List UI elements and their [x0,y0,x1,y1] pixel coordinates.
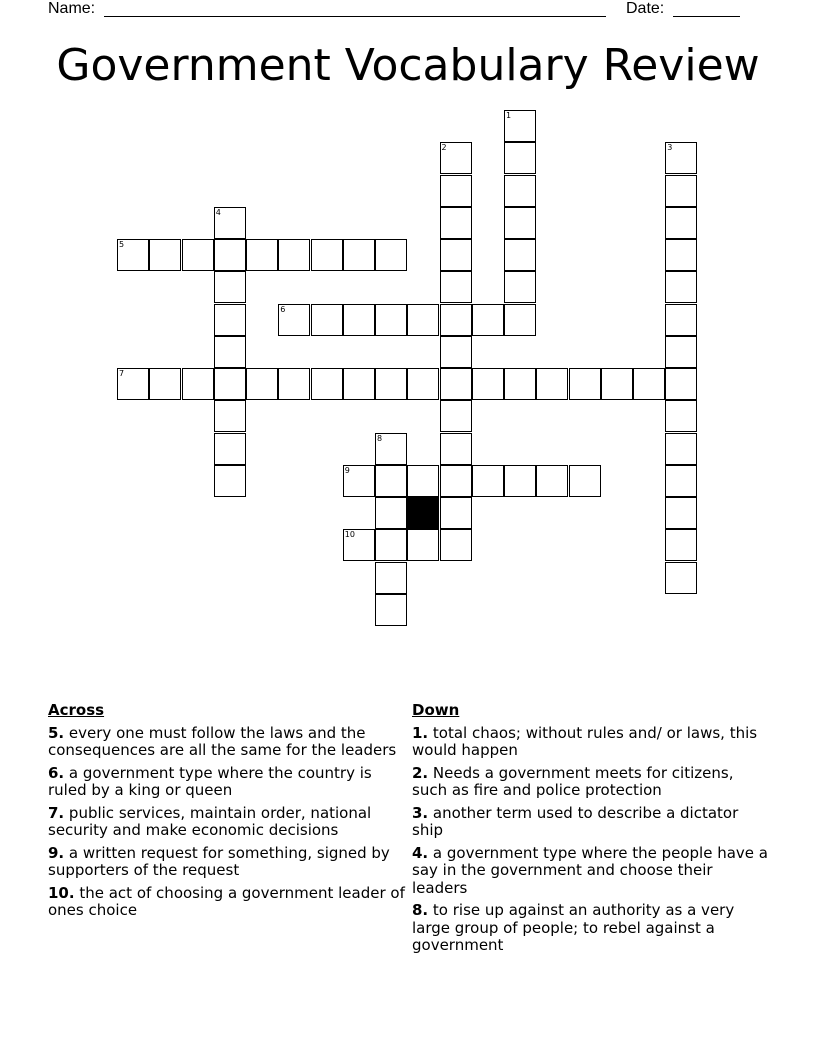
clue-down-1 [412,725,772,760]
grid-cell[interactable] [214,368,246,400]
cell-letter-input[interactable] [247,369,277,399]
cell-number: 2 [441,143,447,153]
clue-number: 10. [48,883,75,902]
grid-cell[interactable] [504,465,536,497]
grid-cell[interactable] [149,368,181,400]
cell-letter-input[interactable] [183,369,213,399]
cell-letter-input[interactable] [666,563,696,593]
cell-letter-input[interactable] [247,240,277,270]
grid-cell[interactable] [472,368,504,400]
cell-letter-input[interactable] [473,369,503,399]
grid-cell[interactable] [343,529,375,561]
clue-text: a written request for something, signed by supporters of the request [48,843,390,879]
cell-letter-input[interactable] [505,272,535,302]
grid-cell[interactable] [214,433,246,465]
clue-number: 5. [48,723,65,742]
clue-across-6 [48,765,408,800]
cell-letter-input[interactable] [215,369,245,399]
cell-letter-input[interactable] [441,401,471,431]
cell-letter-input[interactable] [150,240,180,270]
name-label: Name: [48,0,96,17]
clue-number: 7. [48,803,65,822]
clue-text: Needs a government meets for citizens, such as fire and police protection [412,763,734,799]
clue-down-4 [412,845,772,898]
grid-cell[interactable] [375,239,407,271]
grid-cell[interactable] [665,304,697,336]
cell-letter-input[interactable] [666,369,696,399]
grid-cell[interactable] [665,497,697,529]
grid-cell[interactable] [149,239,181,271]
grid-cell[interactable] [440,336,472,368]
grid-cell[interactable] [504,175,536,207]
cell-letter-input[interactable] [279,369,309,399]
clue-text: a government type where the people have a say in the government and choose their leaders [412,843,768,897]
grid-cell[interactable] [375,304,407,336]
grid-cell[interactable] [214,400,246,432]
clue-number: 1. [412,723,429,742]
cell-letter-input[interactable] [376,466,406,496]
grid-cell[interactable] [375,529,407,561]
cell-number: 1 [506,111,512,120]
cell-letter-input[interactable] [602,369,632,399]
grid-cell[interactable] [407,529,439,561]
grid-cell[interactable] [407,304,439,336]
cell-letter-input[interactable] [376,530,406,560]
cell-letter-input[interactable] [408,466,438,496]
across-clues [48,702,408,925]
cell-number: 7 [119,369,125,378]
clue-number: 6. [48,763,65,782]
page-title: Government Vocabulary Review [56,40,760,91]
grid-cell[interactable] [117,368,149,400]
cell-letter-input[interactable] [376,595,406,625]
grid-cell[interactable] [665,400,697,432]
cell-letter-input[interactable] [312,305,342,335]
cell-letter-input[interactable] [215,305,245,335]
grid-cell[interactable] [278,368,310,400]
grid-cell[interactable] [214,239,246,271]
grid-cell[interactable] [665,207,697,239]
clue-text: to rise up against an authority as a very large group of people; to rebel against a government [412,901,735,954]
grid-cell[interactable] [311,304,343,336]
grid-cell[interactable] [665,142,697,174]
grid-cell[interactable] [182,368,214,400]
grid-cell[interactable] [214,207,246,239]
grid-cell[interactable] [375,497,407,529]
cell-letter-input[interactable] [376,240,406,270]
clue-down-8 [412,902,772,955]
grid-cell[interactable] [278,239,310,271]
cell-letter-input[interactable] [441,176,471,206]
grid-cell[interactable] [246,368,278,400]
grid-cell[interactable] [504,142,536,174]
grid-cell[interactable] [182,239,214,271]
grid-cell[interactable] [440,368,472,400]
down-heading: Down [412,701,460,719]
cell-letter-input[interactable] [215,337,245,367]
grid-cell[interactable] [569,465,601,497]
cell-letter-input[interactable] [150,369,180,399]
grid-cell[interactable] [665,271,697,303]
grid-cell[interactable] [407,368,439,400]
grid-cell[interactable] [504,368,536,400]
cell-letter-input[interactable] [183,240,213,270]
cell-letter-input[interactable] [408,369,438,399]
cell-letter-input[interactable] [505,208,535,238]
cell-letter-input[interactable] [441,240,471,270]
cell-letter-input[interactable] [215,466,245,496]
clue-down-3 [412,805,772,840]
cell-letter-input[interactable] [441,208,471,238]
cell-letter-input[interactable] [505,305,535,335]
cell-letter-input[interactable] [505,466,535,496]
cell-letter-input[interactable] [312,369,342,399]
grid-cell[interactable] [665,433,697,465]
grid-cell[interactable] [440,465,472,497]
cell-letter-input[interactable] [505,143,535,173]
clue-across-5 [48,725,408,760]
cell-letter-input[interactable] [505,240,535,270]
grid-cell[interactable] [246,239,278,271]
grid-cell[interactable] [407,465,439,497]
cell-letter-input[interactable] [215,434,245,464]
clue-across-7 [48,805,408,840]
cell-letter-input[interactable] [634,369,664,399]
cell-number: 5 [119,240,125,249]
cell-letter-input[interactable] [408,305,438,335]
grid-cell[interactable] [440,207,472,239]
cell-letter-input[interactable] [215,272,245,302]
down-clues [412,702,772,960]
cell-letter-input[interactable] [473,466,503,496]
cell-number: 9 [344,465,350,475]
clue-text: total chaos; without rules and/ or laws, this would happen [412,723,758,759]
clue-number: 3. [412,803,429,822]
grid-cell[interactable] [278,304,310,336]
cell-letter-input[interactable] [408,530,438,560]
cell-letter-input[interactable] [376,305,406,335]
grid-cell[interactable] [440,304,472,336]
cell-letter-input[interactable] [215,240,245,270]
cell-number: 8 [377,433,383,443]
grid-cell[interactable] [536,465,568,497]
grid-cell[interactable] [440,142,472,174]
clue-across-10 [48,885,408,920]
cell-letter-input[interactable] [666,434,696,464]
grid-cell[interactable] [665,239,697,271]
clue-text: the act of choosing a government leader of ones choice [48,883,405,919]
cell-letter-input[interactable] [441,434,471,464]
grid-cell[interactable] [440,175,472,207]
cell-letter-input[interactable] [666,466,696,496]
grid-cell[interactable] [504,271,536,303]
grid-cell[interactable] [472,304,504,336]
cell-letter-input[interactable] [441,530,471,560]
grid-cell[interactable] [504,110,536,142]
grid-cell[interactable] [375,368,407,400]
clue-text: a government type where the country is ruled by a king or queen [48,763,372,799]
grid-cell[interactable] [375,562,407,594]
grid-cell[interactable] [117,239,149,271]
grid-cell[interactable] [504,207,536,239]
cell-letter-input[interactable] [279,240,309,270]
cell-letter-input[interactable] [666,208,696,238]
cell-letter-input[interactable] [505,176,535,206]
grid-cell[interactable] [214,304,246,336]
cell-number: 10 [344,530,355,540]
clue-number: 4. [412,843,429,862]
grid-cell[interactable] [665,529,697,561]
cell-letter-input[interactable] [441,272,471,302]
grid-cell[interactable] [375,594,407,626]
cell-number: 4 [215,207,221,217]
grid-cell[interactable] [440,400,472,432]
clue-text: another term used to describe a dictator ship [412,803,739,839]
clue-down-2 [412,765,772,800]
cell-letter-input[interactable] [376,563,406,593]
cell-letter-input[interactable] [570,466,600,496]
grid-cell[interactable] [665,368,697,400]
grid-cell[interactable] [214,336,246,368]
black-cell [407,497,439,529]
cell-letter-input[interactable] [441,466,471,496]
cell-letter-input[interactable] [344,369,374,399]
grid-cell[interactable] [343,304,375,336]
grid-cell[interactable] [343,465,375,497]
cell-letter-input[interactable] [344,305,374,335]
grid-cell[interactable] [536,368,568,400]
cell-letter-input[interactable] [505,369,535,399]
cell-letter-input[interactable] [441,305,471,335]
cell-letter-input[interactable] [666,530,696,560]
cell-letter-input[interactable] [537,466,567,496]
grid-cell[interactable] [375,433,407,465]
grid-cell[interactable] [440,271,472,303]
clue-number: 9. [48,843,65,862]
cell-number: 3 [667,143,673,153]
date-label: Date: [626,0,665,17]
grid-cell[interactable] [665,562,697,594]
grid-cell[interactable] [665,336,697,368]
cell-letter-input[interactable] [666,176,696,206]
clue-number: 2. [412,763,429,782]
cell-letter-input[interactable] [666,305,696,335]
clue-text: every one must follow the laws and the consequences are all the same for the leaders [48,723,397,759]
grid-cell[interactable] [665,465,697,497]
clue-text: public services, maintain order, national security and make economic decisions [48,803,372,839]
cell-letter-input[interactable] [344,240,374,270]
cell-letter-input[interactable] [376,498,406,528]
cell-letter-input[interactable] [570,369,600,399]
grid-cell[interactable] [440,529,472,561]
cell-letter-input[interactable] [441,498,471,528]
grid-cell[interactable] [504,304,536,336]
clue-number: 8. [412,901,429,919]
grid-cell[interactable] [440,497,472,529]
grid-cell[interactable] [504,239,536,271]
grid-cell[interactable] [665,175,697,207]
cell-letter-input[interactable] [376,369,406,399]
cell-letter-input[interactable] [441,337,471,367]
grid-cell[interactable] [375,465,407,497]
grid-cell[interactable] [214,465,246,497]
grid-cell[interactable] [601,368,633,400]
cell-letter-input[interactable] [666,337,696,367]
grid-cell[interactable] [343,239,375,271]
cell-letter-input[interactable] [537,369,567,399]
grid-cell[interactable] [472,465,504,497]
grid-cell[interactable] [311,368,343,400]
cell-letter-input[interactable] [473,305,503,335]
grid-cell[interactable] [569,368,601,400]
grid-cell[interactable] [440,239,472,271]
cell-letter-input[interactable] [666,498,696,528]
grid-cell[interactable] [214,271,246,303]
clue-across-9 [48,845,408,880]
cell-letter-input[interactable] [666,240,696,270]
cell-letter-input[interactable] [441,369,471,399]
grid-cell[interactable] [311,239,343,271]
across-heading: Across [48,701,105,719]
cell-letter-input[interactable] [666,401,696,431]
grid-cell[interactable] [343,368,375,400]
cell-number: 6 [280,304,286,314]
grid-cell[interactable] [440,433,472,465]
cell-letter-input[interactable] [312,240,342,270]
cell-letter-input[interactable] [215,401,245,431]
cell-letter-input[interactable] [666,272,696,302]
grid-cell[interactable] [633,368,665,400]
